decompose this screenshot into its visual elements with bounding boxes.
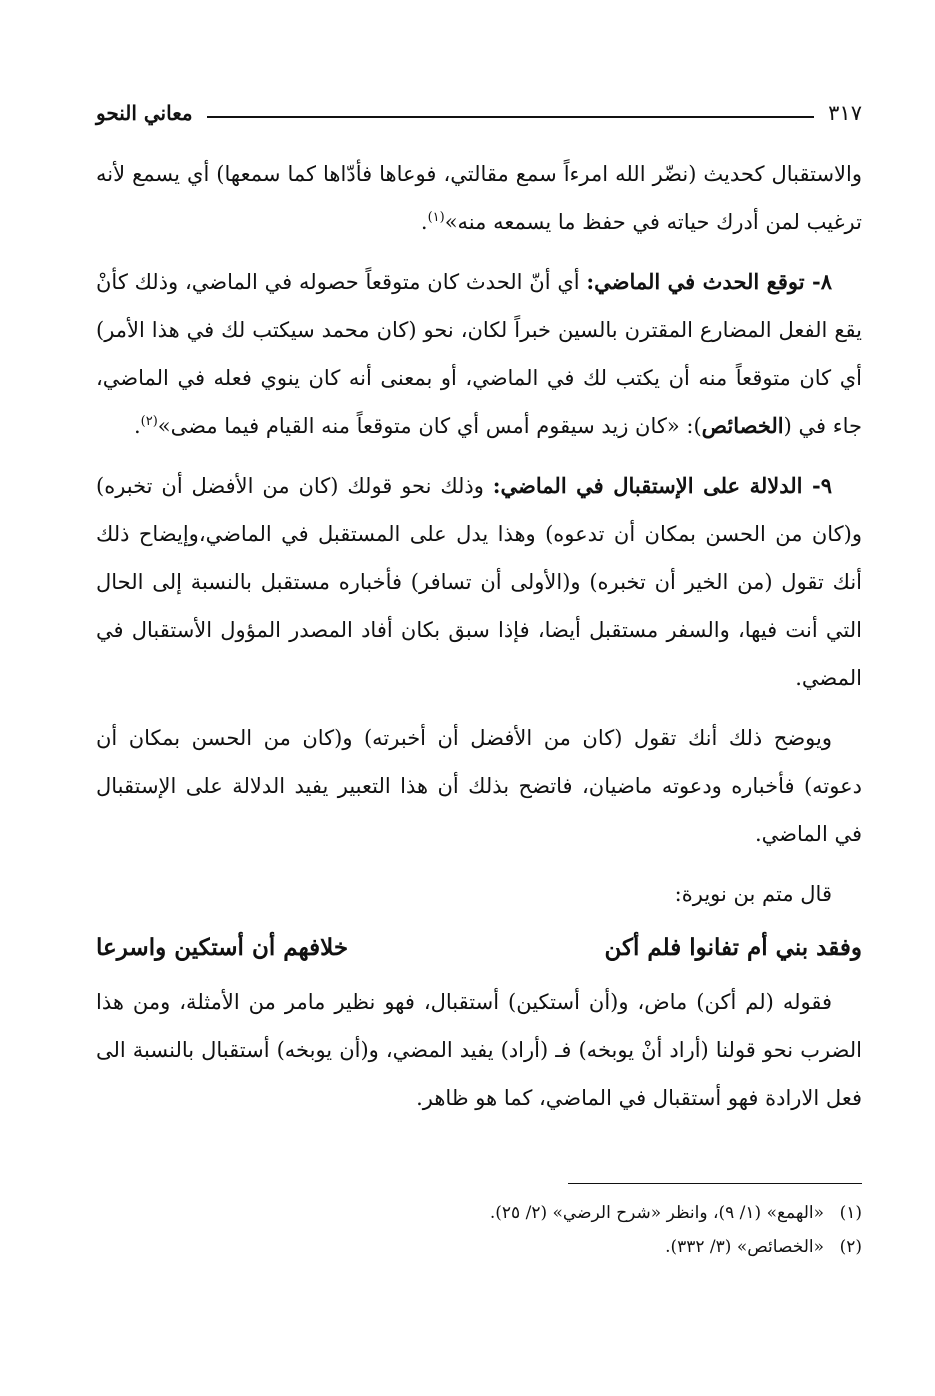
header-rule	[207, 116, 815, 118]
paragraph-2-text-a: أي أنّ الحدث كان متوقعاً حصوله في الماضي، وذلك كأنْ يقع الفعل المضارع المقترن بالسين خبراً لكان، نحو (كان محمد سيكتب لك في هذا الأمر) أي كان متوقعاً منه أن يكتب لك في الماضي، أو بمعنى أنه كان ينوي فعله في الماضي، جاء في (	[96, 270, 862, 438]
paragraph-2-text-b: ): «كان زيد سيقوم أمس أي كان متوقعاً منه القيام فيما مضى»	[157, 414, 702, 438]
footnote-1	[96, 1196, 862, 1230]
footnote-1-number: (١)	[839, 1203, 862, 1223]
section-8-heading: ٨- توقع الحدث في الماضي:	[586, 269, 832, 294]
poem-verse	[96, 924, 862, 972]
verse-second-hemistich: خلافهم أن أستكين واسرعا	[96, 934, 349, 961]
paragraph-1	[96, 150, 862, 246]
footnotes	[96, 1196, 862, 1264]
page-number: ٣١٧	[828, 101, 862, 125]
paragraph-2	[96, 258, 862, 450]
section-9-heading: ٩- الدلالة على الإستقبال في الماضي:	[492, 473, 832, 498]
footnote-1-text: «الهمع» (١/ ٩)، وانظر «شرح الرضي» (٢/ ٢٥).	[489, 1203, 824, 1223]
source-title-khasais: الخصائص	[701, 413, 784, 438]
footnote-divider	[568, 1183, 862, 1184]
poem-intro: قال متم بن نويرة:	[674, 882, 832, 906]
paragraph-1-text: والاستقبال كحديث (نضّر الله امرءاً سمع مقالتي، فوعاها فأدّاها كما سمعها) أي يسمع لأنه ترغيب لمن أدرك حياته في حفظ ما يسمعه منه»	[96, 162, 862, 234]
main-text	[96, 150, 862, 1134]
footnote-2-text: «الخصائص» (٣/ ٣٣٢).	[665, 1237, 824, 1257]
paragraph-3	[96, 462, 862, 702]
footnote-2	[96, 1230, 862, 1264]
paragraph-5: فقوله (لم أكن) ماض، و(أن أستكين) أستقبال، فهو نظير مامر من الأمثلة، ومن هذا الضرب نحو قولنا (أراد أنْ يوبخه) فـ (أراد) يفيد المضي، و(أن يوبخه) أستقبال بالنسبة الى فعل الارادة فهو أستقبال في الماضي، كما هو ظاهر.	[96, 990, 862, 1110]
verse-first-hemistich: وفقد بني أم تفانوا فلم أكن	[604, 934, 862, 961]
paragraph-4: ويوضح ذلك أنك تقول (كان من الأفضل أن أخبرته) و(كان من الحسن بمكان أن دعوته) فأخباره ودعوته ماضيان، فاتضح بذلك أن هذا التعبير يفيد الدلالة على الإستقبال في الماضي.	[96, 726, 862, 846]
page-header	[96, 96, 862, 130]
paragraph-1-end: .	[420, 210, 428, 234]
paragraph-3-text: وذلك نحو قولك (كان من الأفضل أن تخبره) و(كان من الحسن بمكان أن تدعوه) وهذا يدل على المستقبل في الماضي،وإيضاح ذلك أنك تقول (من الخير أن تخبره) و(الأولى أن تسافر) فأخباره مستقبل بالنسبة إلى الحال التي أنت فيها، والسفر مستقبل أيضا، فإذا سبق بكان أفاد المصدر المؤول الأستقبال في المضي.	[96, 474, 862, 690]
footnote-ref-1: (١)	[427, 210, 445, 225]
footnote-2-number: (٢)	[839, 1237, 862, 1257]
paragraph-2-end: .	[133, 414, 141, 438]
running-title: معاني النحو	[96, 101, 193, 125]
footnote-ref-2: (٢)	[140, 414, 158, 429]
